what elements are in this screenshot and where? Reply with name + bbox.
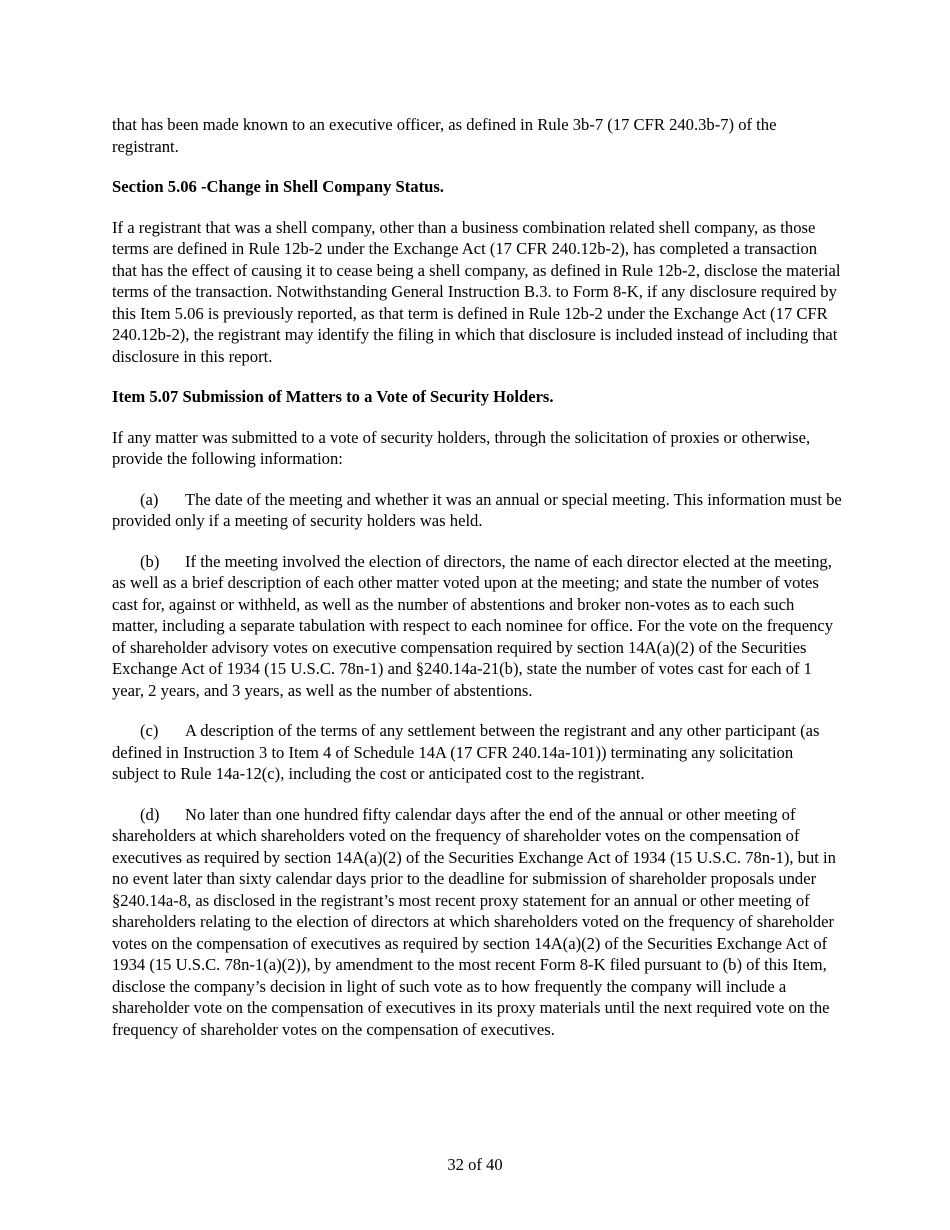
document-page	[112, 114, 842, 1059]
list-item-label: (b)	[140, 551, 160, 571]
list-item-text: If the meeting involved the election of directors, the name of each director elected at the meeting, as well as a brief description of each other matter voted upon at the meeting; and state the number of votes cast for, against or withheld, as well as the number of abstentions and broker non-votes as to each such matter, including a separate tabulation with respect to each nominee for office. For the vote on the frequency of shareholder advisory votes on executive compensation required by section 14A(a)(2) of the Securities Exchange Act of 1934 (15 U.S.C. 78n-1) and §240.14a-21(b), state the number of votes cast for each of 1 year, 2 years, and 3 years, as well as the number of abstentions.	[112, 551, 834, 700]
list-item-text: A description of the terms of any settlement between the registrant and any other participant (as defined in Instruction 3 to Item 4 of Schedule 14A (17 CFR 240.14a-101)) terminating any solicitation subject to Rule 14a-12(c), including the cost or anticipated cost to the registrant.	[112, 721, 820, 783]
item-507-heading: Item 5.07 Submission of Matters to a Vote of Security Holders.	[112, 387, 554, 406]
list-item-text: The date of the meeting and whether it was an annual or special meeting. This information must be provided only if a meeting of security holders was held.	[112, 489, 842, 530]
list-item-label: (a)	[140, 489, 159, 509]
section-506-body: If a registrant that was a shell company, other than a business combination related shell company, as those terms are defined in Rule 12b-2 under the Exchange Act (17 CFR 240.12b-2), has completed a transaction that has the effect of causing it to cease being a shell company, as defined in Rule 12b-2, disclose the material terms of the transaction. Notwithstanding General Instruction B.3. to Form 8-K, if any disclosure required by this Item 5.06 is previously reported, as that term is defined in Rule 12b-2 under the Exchange Act (17 CFR 240.12b-2), the registrant may identify the filing in which that disclosure is included instead of including that disclosure in this report.	[112, 217, 841, 366]
list-item-b	[112, 551, 842, 702]
page-number: 32 of 40	[447, 1155, 503, 1174]
intro-paragraph: that has been made known to an executive officer, as defined in Rule 3b-7 (17 CFR 240.3b-7) of the registrant.	[112, 115, 777, 156]
list-item-c	[112, 720, 842, 785]
list-item-label: (c)	[140, 721, 159, 740]
section-506-heading: Section 5.06 -Change in Shell Company Status.	[112, 177, 444, 196]
list-item-a	[112, 489, 842, 532]
list-item-d	[112, 804, 842, 1041]
item-507-body: If any matter was submitted to a vote of security holders, through the solicitation of proxies or otherwise, provide the following information:	[112, 427, 811, 468]
list-item-label: (d)	[140, 804, 160, 824]
list-item-text: No later than one hundred fifty calendar days after the end of the annual or other meeting of shareholders at which shareholders voted on the frequency of shareholder votes on the compensation of executives as required by section 14A(a)(2) of the Securities Exchange Act of 1934 (15 U.S.C. 78n-1), but in no event later than sixty calendar days prior to the deadline for submission of shareholder proposals under §240.14a-8, as disclosed in the registrant’s most recent proxy statement for an annual or other meeting of shareholders relating to the election of directors at which shareholders voted on the frequency of shareholder votes on the compensation of executives as required by section 14A(a)(2) of the Securities Exchange Act of 1934 (15 U.S.C. 78n-1(a)(2)), by amendment to the most recent Form 8-K filed pursuant to (b) of this Item, disclose the company’s decision in light of such vote as to how frequently the company will include a shareholder vote on the compensation of executives in its proxy materials until the next required vote on the frequency of shareholder votes on the compensation of executives.	[112, 804, 836, 1039]
